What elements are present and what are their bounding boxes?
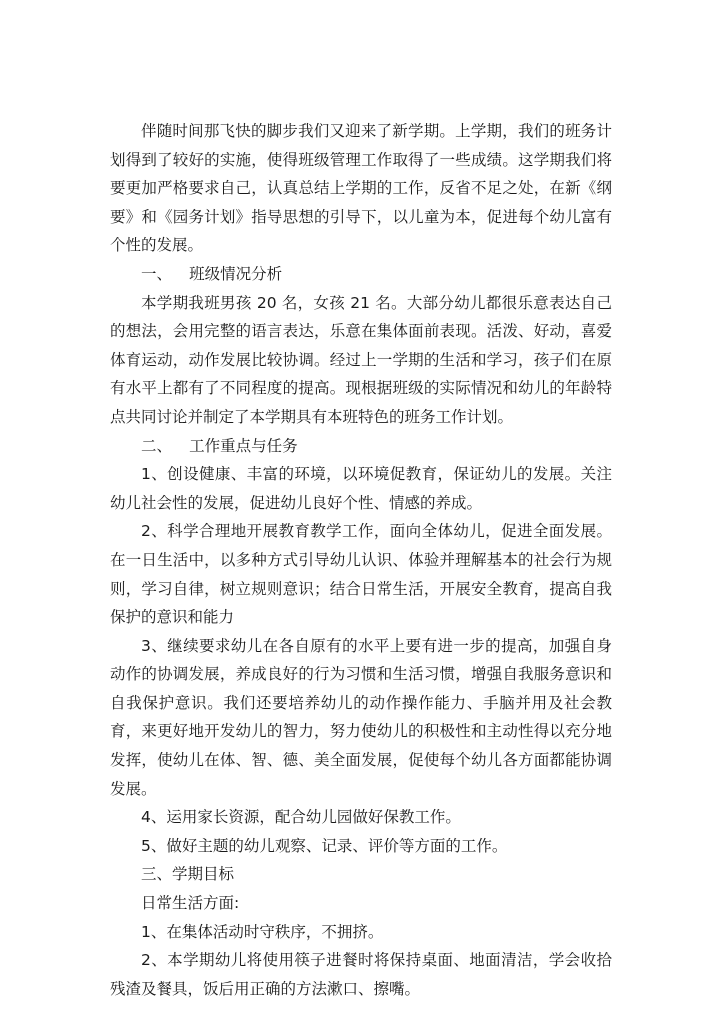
section-heading-class-analysis	[110, 260, 612, 289]
section-title: 班级情况分析	[189, 264, 283, 283]
class-analysis-paragraph: 本学期我班男孩 20 名，女孩 21 名。大部分幼儿都很乐意表达自己的想法，会用完整的语言表达，乐意在集体面前表现。活泼、好动，喜爱体育运动，动作发展比较协调。经过上一学期的生活和学习，孩子们在原有水平上都有了不同程度的提高。现根据班级的实际情况和幼儿的年龄特点共同讨论并制定了本学期具有本班特色的班务工作计划。	[110, 293, 612, 426]
goal-item-1: 1、在集体活动时守秩序，不拥挤。	[141, 922, 384, 941]
work-item-3: 3、继续要求幼儿在各自原有的水平上要有进一步的提高，加强自身动作的协调发展，养成良好的行为习惯和生活习惯，增强自我服务意识和自我保护意识。我们还要培养幼儿的动作操作能力、手脑并用及社会教育，来更好地开发幼儿的智力，努力使幼儿的积极性和主动性得以充分地发挥，使幼儿在体、智、德、美全面发展，促使每个幼儿各方面都能协调发展。	[110, 636, 612, 798]
section-title: 工作重点与任务	[189, 436, 298, 455]
document-page	[110, 117, 612, 1003]
work-item-5: 5、做好主题的幼儿观察、记录、评价等方面的工作。	[141, 836, 508, 855]
subsection-daily-life: 日常生活方面:	[141, 894, 240, 913]
goal-item-2: 2、本学期幼儿将使用筷子进餐时将保持桌面、地面清洁，学会收拾残渣及餐具，饭后用正确的方法漱口、擦嘴。	[110, 951, 612, 998]
section-number: 二、	[141, 436, 173, 455]
work-item-2: 2、科学合理地开展教育教学工作，面向全体幼儿，促进全面发展。在一日生活中，以多种方式引导幼儿认识、体验并理解基本的社会行为规则，学习自律，树立规则意识；结合日常生活，开展安全教育，提高自我保护的意识和能力	[110, 522, 612, 627]
section-number: 一、	[141, 264, 173, 283]
work-item-4: 4、运用家长资源，配合幼儿园做好保教工作。	[141, 808, 461, 827]
work-item-1: 1、创设健康、丰富的环境，以环境促教育，保证幼儿的发展。关注幼儿社会性的发展，促进幼儿良好个性、情感的养成。	[110, 465, 612, 512]
intro-paragraph: 伴随时间那飞快的脚步我们又迎来了新学期。上学期，我们的班务计划得到了较好的实施，使得班级管理工作取得了一些成绩。这学期我们将要更加严格要求自己，认真总结上学期的工作，反省不足之处，在新《纲要》和《园务计划》指导思想的引导下，以儿童为本，促进每个幼儿富有个性的发展。	[110, 122, 612, 255]
section-heading-work-focus	[110, 432, 612, 461]
section-heading-semester-goals: 三、学期目标	[141, 865, 235, 884]
